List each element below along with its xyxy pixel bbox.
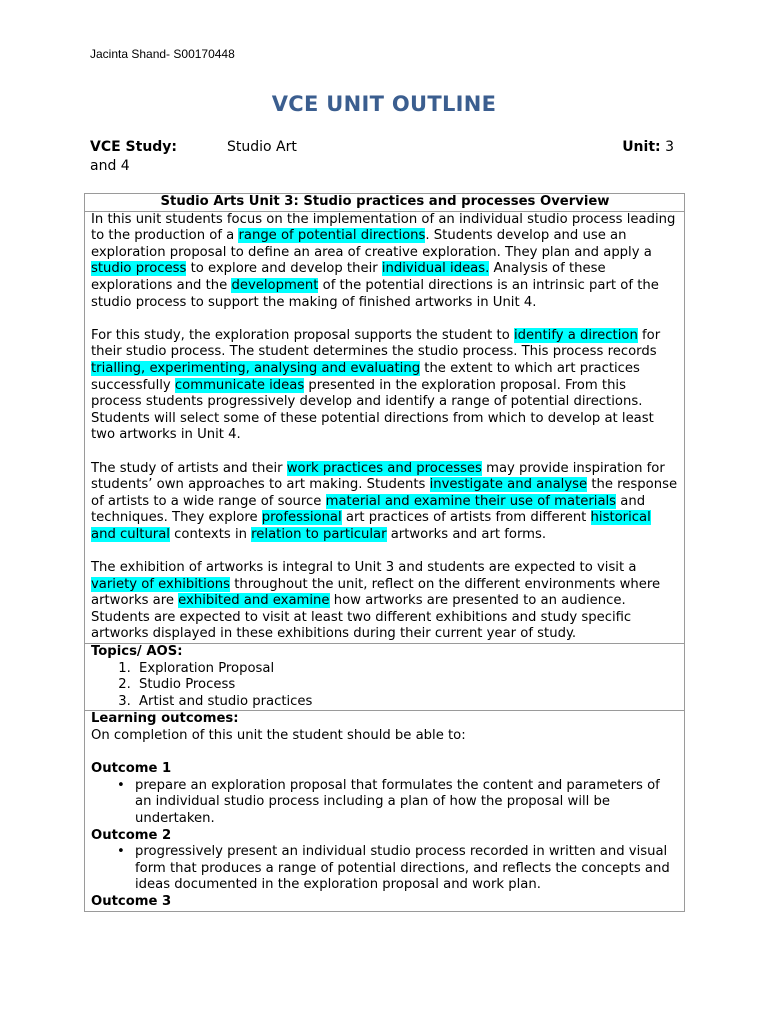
body-text: of the potential directions is an intrinsic part of the studio process to support the making of finished artworks in Unit 4. bbox=[91, 277, 659, 310]
outcome-1-text: prepare an exploration proposal that formulates the content and parameters of an individual studio process including a plan of how the proposal will be undertaken. bbox=[135, 777, 660, 826]
overview-paragraph bbox=[91, 560, 679, 643]
body-text: contexts in bbox=[169, 526, 252, 542]
body-text: the extent to which art practices successfully bbox=[91, 360, 640, 393]
overview-heading: Studio Arts Unit 3: Studio practices and processes Overview bbox=[85, 194, 685, 212]
study-label: VCE Study: bbox=[90, 139, 178, 155]
unit-label: Unit: bbox=[622, 139, 661, 155]
learning-outcomes-row bbox=[85, 711, 685, 911]
outcome-3-title: Outcome 3 bbox=[91, 893, 172, 909]
highlighted-text: material and examine their use of materials bbox=[325, 493, 617, 509]
spacer bbox=[91, 745, 679, 762]
topic-item: 3. Artist and studio practices bbox=[135, 694, 679, 711]
body-text: may provide inspiration for students’ own approaches to art making. Students bbox=[91, 460, 665, 493]
body-text: presented in the exploration proposal. From this process students progressively develop and identify a range of potential directions. Students will select some of these potential directions from which to develop at least two artworks in Unit 4. bbox=[91, 377, 654, 443]
unit-value-continued: and 4 bbox=[90, 158, 130, 174]
study-info-line bbox=[90, 138, 674, 174]
outcome-2-title: Outcome 2 bbox=[91, 827, 172, 843]
author-line: Jacinta Shand- S00170448 bbox=[90, 47, 235, 61]
highlighted-text: professional bbox=[261, 510, 342, 526]
overview-paragraph bbox=[91, 461, 679, 544]
highlighted-text: range of potential directions bbox=[238, 228, 426, 244]
bullet-icon: • bbox=[117, 844, 125, 860]
outcome-2-list bbox=[91, 844, 679, 894]
body-text: artworks and art forms. bbox=[386, 526, 547, 542]
body-text: For this study, the exploration proposal supports the student to bbox=[91, 327, 514, 343]
outcome-2-text: progressively present an individual studio process recorded in written and visual form that produces a range of potential directions, and reflects the concepts and ideas documented in the exploration proposal and work plan. bbox=[135, 844, 670, 893]
outline-table bbox=[84, 193, 685, 912]
overview-paragraph bbox=[91, 328, 679, 444]
overview-paragraph bbox=[91, 212, 679, 312]
highlighted-text: exhibited and examine bbox=[178, 593, 330, 609]
body-text: In this unit students focus on the implementation of an individual studio process leading to the production of a bbox=[91, 211, 676, 244]
overview-heading-row bbox=[85, 194, 685, 212]
body-text: The exhibition of artworks is integral to Unit 3 and students are expected to visit a bbox=[91, 560, 637, 576]
body-text: for their studio process. The student determines the studio process. This process records bbox=[91, 327, 661, 360]
learning-outcomes-intro: On completion of this unit the student should be able to: bbox=[91, 728, 466, 743]
body-text: . Students develop and use an exploration proposal to define an area of creative exploration. They plan and apply a bbox=[91, 228, 652, 260]
body-text: throughout the unit, reflect on the different environments where artworks are bbox=[91, 576, 661, 609]
outcome-1-list bbox=[91, 778, 679, 828]
learning-outcomes-cell bbox=[85, 711, 685, 911]
body-text: and techniques. They explore bbox=[91, 493, 646, 526]
highlighted-text: work practices and processes bbox=[286, 460, 482, 476]
topics-heading: Topics/ AOS: bbox=[91, 644, 183, 660]
outcome-2-item bbox=[117, 844, 679, 894]
body-text: The study of artists and their bbox=[91, 460, 287, 476]
highlighted-text: variety of exhibitions bbox=[91, 576, 231, 592]
topics-cell bbox=[85, 644, 685, 711]
highlighted-text: historical and cultural bbox=[91, 510, 651, 542]
overview-body bbox=[85, 211, 685, 643]
overview-body-row bbox=[85, 211, 685, 643]
highlighted-text: relation to particular bbox=[251, 526, 387, 542]
topic-item: 1. Exploration Proposal bbox=[135, 661, 679, 678]
body-text: how artworks are presented to an audience. Students are expected to visit at least two different exhibitions and study specific artworks displayed in these exhibitions during their current year of study. bbox=[91, 593, 632, 642]
topics-row bbox=[85, 644, 685, 711]
highlighted-text: trialling, experimenting, analysing and evaluating bbox=[91, 360, 421, 376]
topics-list bbox=[91, 661, 679, 711]
highlighted-text: communicate ideas bbox=[174, 377, 305, 393]
body-text: art practices of artists from different bbox=[341, 510, 591, 526]
highlighted-text: studio process bbox=[91, 261, 187, 277]
topic-item: 2. Studio Process bbox=[135, 677, 679, 694]
body-text: to explore and develop their bbox=[186, 261, 382, 277]
outcome-1-title: Outcome 1 bbox=[91, 761, 172, 777]
unit-field bbox=[622, 138, 674, 157]
outcome-1-item bbox=[117, 777, 679, 828]
unit-value: 3 bbox=[665, 139, 674, 155]
page-title: VCE UNIT OUTLINE bbox=[271, 92, 497, 116]
bullet-icon: • bbox=[117, 777, 125, 793]
study-value: Studio Art bbox=[227, 139, 297, 155]
highlighted-text: identify a direction bbox=[513, 327, 638, 343]
highlighted-text: investigate and analyse bbox=[429, 477, 588, 493]
body-text: Analysis of these explorations and the bbox=[91, 261, 606, 293]
highlighted-text: development bbox=[231, 277, 319, 293]
body-text: the response of artists to a wide range of source bbox=[91, 477, 678, 509]
learning-outcomes-heading: Learning outcomes: bbox=[91, 711, 239, 727]
highlighted-text: individual ideas. bbox=[381, 261, 490, 277]
